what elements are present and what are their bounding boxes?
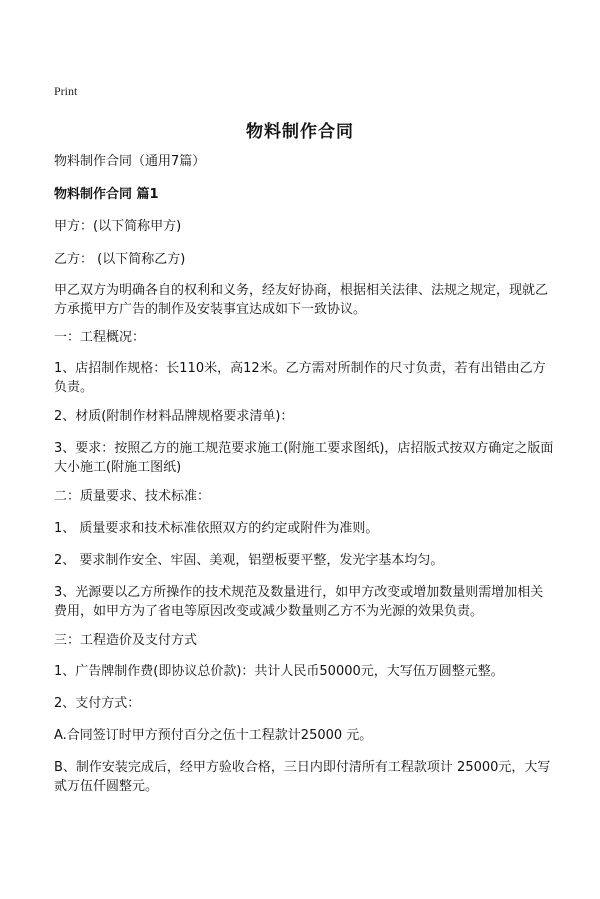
section-heading: 三：工程造价及支付方式: [54, 633, 198, 648]
paragraph: 3、光源要以乙方所操作的技术规范及数量进行，如甲方改变或增加数量则需增加相关费用，如甲方为了省电等原因改变或减少数量则乙方不为光源的效果负责。: [54, 585, 544, 619]
paragraph: 3、要求：按照乙方的施工规范要求施工(附施工要求图纸)，店招版式按双方确定之版面大小施工(附施工图纸): [54, 441, 554, 475]
paragraph: 1、广告牌制作费(即协议总价款)：共计人民币50000元，大写伍万圆整元整。: [54, 664, 504, 679]
paragraph: B、制作安装完成后，经甲方验收合格，三日内即付清所有工程款项计 25000元，大写贰万伍仟圆整元。: [54, 760, 551, 794]
party-a-line: 甲方：(以下简称甲方): [54, 219, 182, 234]
subtitle: 物料制作合同（通用7篇）: [54, 154, 206, 169]
section-heading: 二：质量要求、技术标准：: [54, 489, 211, 504]
paragraph: 1、 质量要求和技术标准依照双方的约定或附件为准则。: [54, 521, 379, 536]
paragraph: 2、支付方式：: [54, 696, 141, 711]
paragraph: 2、 要求制作安全、牢固、美观，铝塑板要平整，发光字基本均匀。: [54, 553, 444, 568]
section-heading: 一：工程概况：: [54, 330, 146, 345]
paragraph: 2、材质(附制作材料品牌规格要求清单)：: [54, 409, 294, 424]
section-heading: 物料制作合同 篇1: [54, 187, 159, 202]
document-title: 物料制作合同: [246, 122, 354, 142]
paragraph: A.合同签订时甲方预付百分之伍十工程款计25000 元。: [54, 728, 373, 743]
paragraph: 甲乙双方为明确各自的权利和义务，经友好协商，根据相关法律、法规之规定，现就乙方承揽甲方广告的制作及安装事宜达成如下一致协议。: [54, 283, 549, 317]
print-label: Print: [54, 84, 78, 98]
paragraph: 1、店招制作规格：长110米，高12米。乙方需对所制作的尺寸负责，若有出错由乙方负责。: [54, 361, 546, 395]
party-b-line: 乙方： (以下简称乙方): [54, 252, 186, 267]
